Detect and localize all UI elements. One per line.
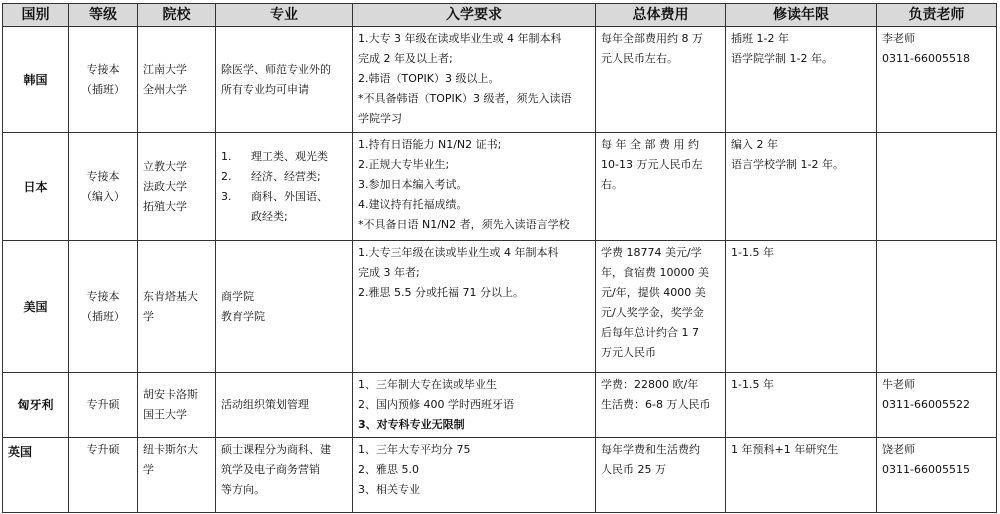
country-name: 美国 bbox=[23, 299, 48, 314]
cost-line: 后每年总计约合 1 7 bbox=[601, 326, 699, 339]
school-line: 东肯塔基大 bbox=[143, 289, 198, 303]
requirement-line: 2、国内预修 400 学时西班牙语 bbox=[358, 398, 514, 411]
major-cell bbox=[216, 27, 353, 133]
country-name: 日本 bbox=[23, 179, 48, 194]
teacher-name: 牛老师 bbox=[882, 378, 915, 391]
duration-line: 1-1.5 年 bbox=[731, 246, 774, 259]
level-line: （插班） bbox=[81, 309, 125, 323]
requirement-line: 1、三年制大专在读或毕业生 bbox=[358, 378, 497, 391]
major-cell bbox=[216, 133, 353, 241]
school-cell bbox=[138, 133, 216, 241]
school-cell bbox=[138, 241, 216, 373]
teacher-cell bbox=[877, 133, 997, 241]
country-cell bbox=[3, 438, 69, 513]
cost-cell bbox=[596, 133, 726, 241]
header-duration: 修读年限 bbox=[726, 4, 877, 27]
requirement-line: 完成 3 年者; bbox=[358, 266, 420, 279]
cost-line: 学费：22800 欧/年 bbox=[601, 378, 699, 391]
teacher-phone: 0311-66005518 bbox=[882, 52, 970, 65]
major-item bbox=[221, 187, 347, 207]
major-line: 等方向。 bbox=[221, 483, 265, 496]
school-cell bbox=[138, 27, 216, 133]
level-line: （插班） bbox=[81, 82, 125, 96]
teacher-name: 饶老师 bbox=[882, 443, 915, 456]
major-line: 硕士课程分为商科、建 bbox=[221, 443, 331, 456]
level-cell bbox=[69, 27, 138, 133]
major-cell bbox=[216, 438, 353, 513]
country-name: 韩国 bbox=[23, 72, 48, 87]
duration-cell bbox=[726, 438, 877, 513]
requirements-cell bbox=[353, 27, 596, 133]
major-item bbox=[221, 207, 347, 227]
major-line: 活动组织策划管理 bbox=[221, 398, 309, 411]
requirement-line: 1.大专三年级在读或毕业生或 4 年制本科 bbox=[358, 246, 559, 259]
requirement-line: *不具备日语 N1/N2 者，须先入读语言学校 bbox=[358, 218, 570, 231]
requirement-line: 学院学习 bbox=[358, 112, 402, 125]
header-level: 等级 bbox=[69, 4, 138, 27]
country-cell bbox=[3, 27, 69, 133]
cost-line: 万元人民币 bbox=[601, 346, 656, 359]
duration-line: 语言学校学制 1-2 年。 bbox=[731, 158, 844, 171]
requirement-line: 2.正规大专毕业生; bbox=[358, 158, 450, 171]
cost-line: 元人民币左右。 bbox=[601, 52, 678, 65]
header-requirements: 入学要求 bbox=[353, 4, 596, 27]
school-line: 胡安卡洛斯 bbox=[143, 388, 198, 401]
major-item bbox=[221, 167, 347, 187]
table-row bbox=[3, 438, 997, 513]
requirement-line: 1.大专 3 年级在读或毕业生或 4 年制本科 bbox=[358, 32, 562, 45]
school-line: 纽卡斯尔大 bbox=[143, 443, 198, 456]
requirement-line: 4.建议持有托福成绩。 bbox=[358, 198, 468, 211]
teacher-cell bbox=[877, 241, 997, 373]
major-line: 所有专业均可申请 bbox=[221, 82, 309, 96]
school-line: 全州大学 bbox=[143, 82, 187, 96]
cost-line: 人民币 25 万 bbox=[601, 463, 666, 476]
requirements-cell bbox=[353, 438, 596, 513]
major-line: 筑学及电子商务营销 bbox=[221, 463, 320, 476]
requirement-line: 3、对专科专业无限制 bbox=[358, 418, 465, 431]
requirement-line: 2、雅思 5.0 bbox=[358, 463, 419, 476]
study-abroad-program-table bbox=[2, 3, 997, 513]
major-item-text: 商科、外国语、 bbox=[251, 189, 328, 203]
duration-cell bbox=[726, 241, 877, 373]
cost-line: 右。 bbox=[601, 178, 623, 191]
cost-line: 元/人奖学金，奖学金 bbox=[601, 306, 704, 319]
school-line: 立教大学 bbox=[143, 159, 187, 173]
teacher-cell bbox=[877, 27, 997, 133]
cost-cell bbox=[596, 27, 726, 133]
country-cell bbox=[3, 373, 69, 438]
cost-line: 年，食宿费 10000 美 bbox=[601, 266, 709, 279]
cost-cell bbox=[596, 373, 726, 438]
cost-line: 10-13 万元人民币左 bbox=[601, 158, 703, 171]
country-name: 英国 bbox=[8, 445, 33, 459]
teacher-phone: 0311-66005515 bbox=[882, 463, 970, 476]
major-line: 商学院 bbox=[221, 289, 254, 303]
table-row bbox=[3, 373, 997, 438]
major-cell bbox=[216, 373, 353, 438]
school-line: 法政大学 bbox=[143, 179, 187, 193]
header-major: 专业 bbox=[216, 4, 353, 27]
program-table-container bbox=[2, 3, 997, 513]
header-row bbox=[3, 4, 997, 27]
major-item-number: 2. bbox=[221, 169, 232, 183]
requirements-cell bbox=[353, 241, 596, 373]
major-item-number: 3. bbox=[221, 189, 232, 203]
teacher-cell bbox=[877, 438, 997, 513]
major-item-number: 1. bbox=[221, 149, 232, 163]
school-line: 江南大学 bbox=[143, 62, 187, 76]
requirement-line: *不具备韩语（TOPIK）3 级者，须先入读语 bbox=[358, 92, 572, 105]
level-line: （编入） bbox=[81, 189, 125, 203]
duration-line: 1 年预科+1 年研究生 bbox=[731, 443, 839, 456]
major-item-number bbox=[221, 207, 243, 227]
requirements-cell bbox=[353, 373, 596, 438]
level-line: 专接本 bbox=[86, 289, 120, 303]
major-line: 教育学院 bbox=[221, 309, 265, 323]
level-cell bbox=[69, 133, 138, 241]
cost-line: 每年全部费用约 8 万 bbox=[601, 32, 703, 45]
school-line: 学 bbox=[143, 309, 154, 323]
major-cell bbox=[216, 241, 353, 373]
level-line: 专接本 bbox=[86, 169, 120, 183]
cost-line: 学费 18774 美元/学 bbox=[601, 246, 702, 259]
duration-cell bbox=[726, 27, 877, 133]
level-cell bbox=[69, 438, 138, 513]
header-country: 国别 bbox=[3, 4, 69, 27]
table-row bbox=[3, 241, 997, 373]
requirement-line: 2.雅思 5.5 分或托福 71 分以上。 bbox=[358, 286, 524, 299]
requirement-line: 3、相关专业 bbox=[358, 483, 420, 496]
country-name: 匈牙利 bbox=[17, 398, 54, 412]
level-line: 专接本 bbox=[86, 62, 120, 76]
major-line: 除医学、师范专业外的 bbox=[221, 62, 331, 76]
requirement-line: 2.韩语（TOPIK）3 级以上。 bbox=[358, 72, 500, 85]
teacher-name: 李老师 bbox=[882, 32, 915, 45]
country-cell bbox=[3, 241, 69, 373]
cost-cell bbox=[596, 438, 726, 513]
level-cell bbox=[69, 373, 138, 438]
cost-line: 每 年 全 部 费 用 约 bbox=[601, 138, 699, 151]
school-cell bbox=[138, 373, 216, 438]
cost-line: 元/年，提供 4000 美 bbox=[601, 286, 706, 299]
requirements-cell bbox=[353, 133, 596, 241]
table-row bbox=[3, 27, 997, 133]
major-item-text: 政经类; bbox=[251, 209, 288, 223]
level-line: 专升硕 bbox=[86, 443, 120, 456]
requirement-line: 1、三年大专平均分 75 bbox=[358, 443, 471, 456]
school-line: 拓殖大学 bbox=[143, 199, 187, 213]
duration-line: 插班 1-2 年 bbox=[731, 32, 789, 45]
school-line: 学 bbox=[143, 463, 154, 476]
duration-line: 编入 2 年 bbox=[731, 138, 778, 151]
header-teacher: 负责老师 bbox=[877, 4, 997, 27]
major-item-text: 经济、经营类; bbox=[251, 169, 321, 183]
major-item bbox=[221, 147, 347, 167]
cost-line: 生活费：6-8 万人民币 bbox=[601, 398, 711, 411]
duration-cell bbox=[726, 373, 877, 438]
cost-cell bbox=[596, 241, 726, 373]
header-cost: 总体费用 bbox=[596, 4, 726, 27]
country-cell bbox=[3, 133, 69, 241]
major-item-text: 理工类、观光类 bbox=[251, 149, 328, 163]
duration-cell bbox=[726, 133, 877, 241]
school-line: 国王大学 bbox=[143, 408, 187, 421]
requirement-line: 完成 2 年及以上者; bbox=[358, 52, 453, 65]
table-row bbox=[3, 133, 997, 241]
level-cell bbox=[69, 241, 138, 373]
school-cell bbox=[138, 438, 216, 513]
cost-line: 每年学费和生活费约 bbox=[601, 443, 700, 456]
duration-line: 1-1.5 年 bbox=[731, 378, 774, 391]
header-school: 院校 bbox=[138, 4, 216, 27]
requirement-line: 3.参加日本编入考试。 bbox=[358, 178, 468, 191]
duration-line: 语学院学制 1-2 年。 bbox=[731, 52, 833, 65]
requirement-line: 1.持有日语能力 N1/N2 证书; bbox=[358, 138, 502, 151]
level-line: 专升硕 bbox=[86, 398, 120, 411]
teacher-phone: 0311-66005522 bbox=[882, 398, 970, 411]
teacher-cell bbox=[877, 373, 997, 438]
